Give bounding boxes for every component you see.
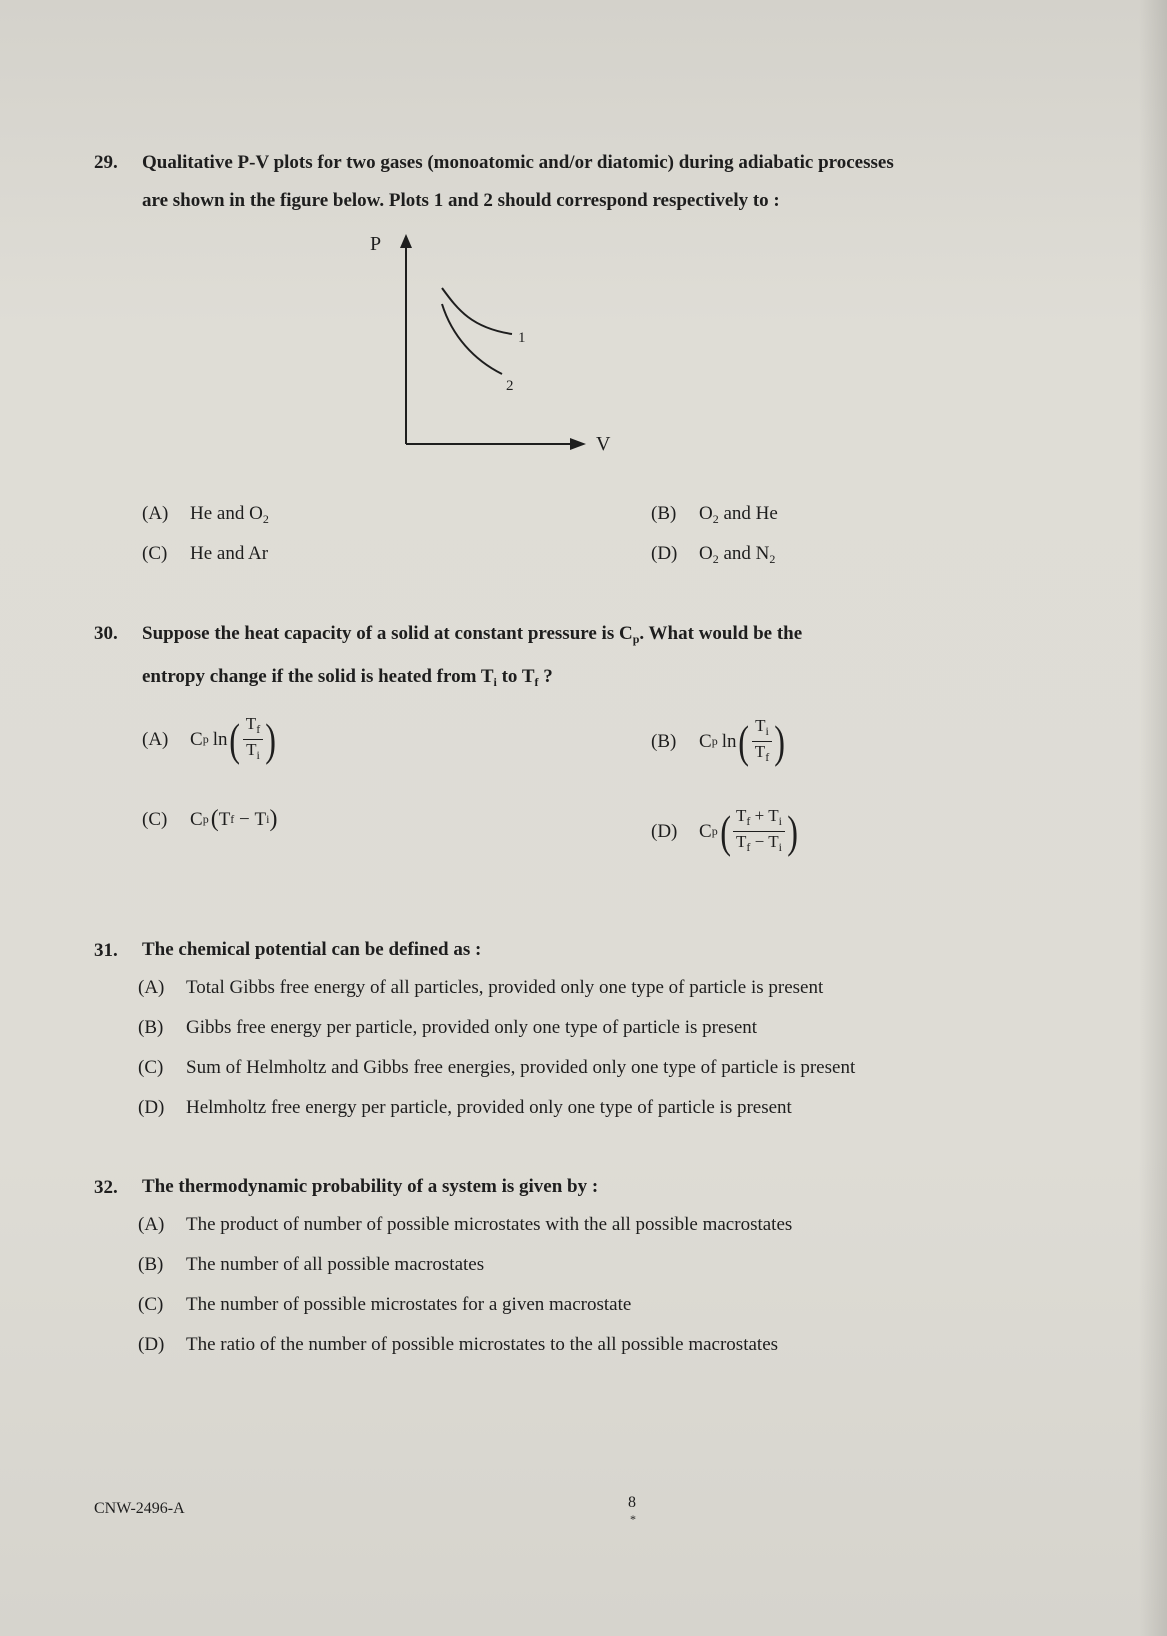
question-number: 32. (94, 1177, 118, 1198)
q32-option-a[interactable]: (A) The product of number of possible microstates with the all possible macrostates (138, 1214, 793, 1235)
question-line-2: are shown in the figure below. Plots 1 and 2 should correspond respectively to : (142, 190, 780, 211)
option-label: (A) (138, 977, 165, 998)
right-paren: ) (269, 806, 278, 832)
page-edge-shadow (1139, 0, 1167, 1636)
q31-option-c[interactable]: (C) Sum of Helmholtz and Gibbs free energies, provided only one type of particle is present (138, 1057, 856, 1078)
option-label: (B) (651, 730, 677, 752)
y-axis-arrow (400, 234, 412, 248)
right-paren: ) (265, 713, 277, 765)
pv-plot-figure (362, 232, 652, 462)
option-label: (D) (651, 543, 678, 564)
q30-option-a[interactable]: (A) C p ln ( $\frac{T_f}{T_i}$ ) (142, 713, 277, 765)
option-label: (B) (138, 1017, 164, 1038)
q29-option-a[interactable]: (A) He and $O_2$ (142, 503, 269, 526)
question-line-1: Suppose the heat capacity of a solid at constant pressure is $C_p$. What would be the (142, 623, 803, 646)
q30-option-c[interactable]: (C) C p ( T f − T i ) (142, 806, 278, 832)
q31-option-a[interactable]: (A) Total Gibbs free energy of all particles, provided only one type of particle is present (138, 977, 824, 998)
curve-2 (442, 304, 502, 374)
y-axis-label: P (370, 233, 382, 255)
right-paren: ) (787, 805, 798, 857)
q32-option-c[interactable]: (C) The number of possible microstates for a given macrostate (138, 1294, 632, 1315)
left-paren: ( (738, 715, 750, 767)
left-paren: ( (210, 806, 219, 832)
fraction: $\frac{T_f + T_i}{T_f - T_i}$ (733, 806, 785, 857)
footer-mark: * (630, 1512, 636, 1526)
right-paren: ) (774, 715, 786, 767)
page-number: 8 (628, 1494, 636, 1511)
x-axis-label: V (596, 433, 611, 455)
question-line-2: entropy change if the solid is heated from $T_i$ to $T_f$ ? (142, 666, 553, 689)
option-label: (D) (138, 1334, 165, 1355)
q30-option-b[interactable]: (B) C p ln ( $\frac{T_i}{T_f}$ ) (651, 715, 786, 767)
option-label: (D) (651, 820, 678, 842)
option-label: (B) (651, 503, 677, 524)
question-text: The chemical potential can be defined as : (142, 939, 482, 960)
fraction: $\frac{T_f}{T_i}$ (243, 714, 263, 765)
q32-option-d[interactable]: (D) The ratio of the number of possible microstates to the all possible macrostates (138, 1334, 779, 1355)
question-text (142, 615, 802, 701)
booklet-code: CNW-2496-A (94, 1500, 185, 1517)
option-label: (C) (142, 808, 168, 830)
option-label: (A) (138, 1214, 165, 1235)
question-number: 30. (94, 623, 118, 644)
q30-option-d[interactable]: (D) C p ( $\frac{T_f + T_i}{T_f - T_i}$ ) (651, 805, 798, 857)
curve-2-label: 2 (506, 378, 514, 394)
option-label: (C) (142, 543, 168, 564)
question-line-1: Qualitative P-V plots for two gases (monoatomic and/or diatomic) during adiabatic processes (142, 152, 894, 173)
x-axis-arrow (570, 438, 586, 450)
curve-1-label: 1 (518, 330, 526, 346)
q29-option-d[interactable]: (D) $O_2$ and $N_2$ (651, 543, 776, 566)
question-number: 31. (94, 940, 118, 961)
left-paren: ( (719, 805, 731, 857)
question-text: The thermodynamic probability of a system is given by : (142, 1176, 599, 1197)
q29-option-c[interactable]: (C) He and Ar (142, 543, 269, 564)
fraction: $\frac{T_i}{T_f}$ (752, 716, 772, 767)
q31-option-b[interactable]: (B) Gibbs free energy per particle, provided only one type of particle is present (138, 1017, 758, 1038)
q31-option-d[interactable]: (D) Helmholtz free energy per particle, provided only one type of particle is present (138, 1097, 792, 1118)
left-paren: ( (229, 713, 241, 765)
option-label: (D) (138, 1097, 165, 1118)
q29-option-b[interactable]: (B) $O_2$ and He (651, 503, 778, 526)
q32-option-b[interactable]: (B) The number of all possible macrostates (138, 1254, 485, 1275)
option-label: (C) (138, 1294, 164, 1315)
option-label: (A) (142, 728, 169, 750)
question-number: 29. (94, 152, 118, 173)
option-label: (C) (138, 1057, 164, 1078)
option-label: (A) (142, 503, 169, 524)
question-text (142, 144, 894, 220)
option-label: (B) (138, 1254, 164, 1275)
